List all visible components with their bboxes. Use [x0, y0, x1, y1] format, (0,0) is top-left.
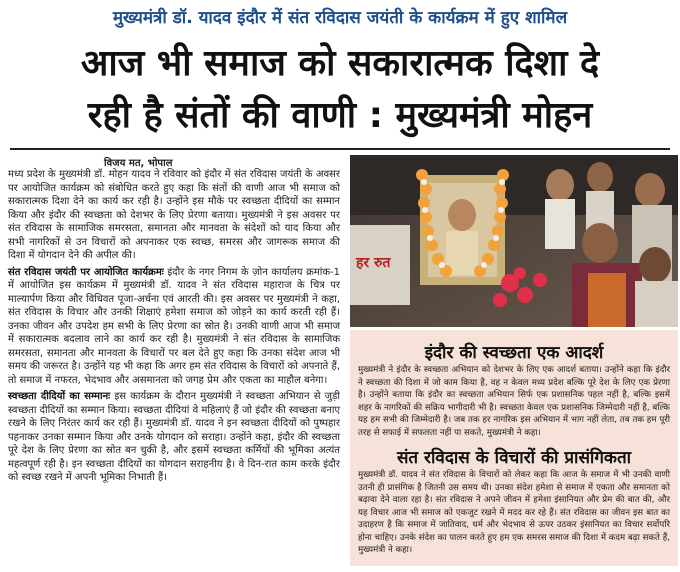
- divider: [10, 148, 670, 150]
- paragraph: [8, 168, 340, 263]
- byline: विजय मत, भोपाल: [104, 158, 173, 169]
- headline-line-1: आज भी समाज को सकारात्मक दिशा दे: [80, 43, 600, 84]
- paragraph-lead: संत रविदास जयंती पर आयोजित कार्यक्रमः: [8, 266, 164, 278]
- main-headline: [0, 38, 680, 146]
- article-body: [8, 168, 340, 568]
- paragraph-text: इंदौर के नगर निगम के ज़ोन कार्यालय क्रमांक-1 में आयोजित इस कार्यक्रम में मुख्यमंत्री डॉ. यादव ने संत रविदास महाराज के चित्र पर माल्यार्पण किया और विधिवत पूजा-अर्चना एवं आरती की। इस अवसर पर मुख्यमंत्री ने कहा, संत रविदास के विचार और उनकी शिक्षाएं हमेशा समाज को जोड़ने का कार्य करती रही हैं। उनका जीवन और उपदेश हम सभी के लिए प्रेरणा का स्रोत है। उनकी वाणी आज भी समाज में सकारात्मक बदलाव लाने का कार्य कर रही है। मुख्यमंत्री ने संत रविदास के सामाजिक समरसता, समानता और मानवता के विचारों पर बल देते हुए कहा कि उनका संदेश आज भी समय की जरूरत है। उन्होंने यह भी कहा कि अगर हम संत रविदास के विचारों को अपनाते हैं, तो समाज में नफरत, भेदभाव और असमानता को जगह प्रेम और एकता का माहौल बनेगा।: [8, 266, 340, 386]
- paragraph: [8, 390, 340, 485]
- headline-line-2: रही है संतों की वाणी : मुख्यमंत्री मोहन: [87, 95, 593, 136]
- photo-illustration: [350, 155, 678, 327]
- sidebar-text-ravidas: मुख्यमंत्री डॉ. यादव ने संत रविदास के विचारों को लेकर कहा कि आज के समाज में भी उनकी वाणी उतनी ही प्रासंगिक है जितनी उस समय थी। उनका संदेश हमेशा से समाज में एकता और समानता को बढ़ावा देने वाला रहा है। संत रविदास ने अपने जीवन में हमेशा इंसानियत और प्रेम की बात की, और यह विचार आज भी समाज को एकजुट रखने में मदद कर रहे हैं। संत रविदास का जीवन इस बात का उदाहरण है कि समाज में जातिवाद, धर्म और भेदभाव से ऊपर उठकर इंसानियत का विचार सर्वोपरि होना चाहिए। उनके संदेश का पालन करते हुए हम एक समरस समाज की दिशा में कदम बढ़ा सकते हैं, मुख्यमंत्री ने कहा।: [358, 470, 670, 555]
- paragraph-text: मध्य प्रदेश के मुख्यमंत्री डॉ. मोहन यादव ने रविवार को इंदौर में संत रविदास जयंती के अवसर पर आयोजित कार्यक्रम को संबोधित करते हुए कहा कि संतों की वाणी आज भी समाज को सकारात्मक दिशा देने का कार्य कर रही है। उन्होंने इस मौके पर स्वच्छता दीदियों का सम्मान किया और इंदौर की स्वच्छता को देशभर के लिए प्रेरणा बताया। मुख्यमंत्री ने इस अवसर पर संत रविदास के सामाजिक समरसता, समानता और मानवता के संदेशों को याद किया और सभी नागरिकों से उन विचारों को अपनाकर एक स्वच्छ, समरस और जागरूक समाज की दिशा में योगदान देने की अपील की।: [8, 169, 340, 261]
- sidebar-text-cleanliness: मुख्यमंत्री ने इंदौर के स्वच्छता अभियान को देशभर के लिए एक आदर्श बताया। उन्होंने कहा कि इंदौर ने स्वच्छता की दिशा में जो काम किया है, वह न केवल मध्य प्रदेश बल्कि पूरे देश के लिए एक प्रेरणा है। उन्होंने बताया कि इंदौर का स्वच्छता अभियान सिर्फ एक प्रशासनिक पहल नहीं है, बल्कि इसमें शहर के नागरिकों की सक्रिय भागीदारी भी है। स्वच्छता केवल एक प्रशासनिक जिम्मेदारी नहीं है, बल्कि यह हम सभी की जिम्मेदारी है। जब तक हर नागरिक इस अभियान में भाग नहीं लेता, तब तक हम पूरी तरह से सफाई में सफलता नहीं पा सकते, मुख्यमंत्री ने कहा।: [358, 365, 670, 438]
- paragraph-text: इस कार्यक्रम के दौरान मुख्यमंत्री ने स्वच्छता अभियान से जुड़ी स्वच्छता दीदियों का सम्मान किया। स्वच्छता दीदियां वे महिलाएं हैं जो इंदौर की स्वच्छता बनाए रखने के लिए निरंतर कार्य कर रही हैं। मुख्यमंत्री डॉ. यादव ने इन स्वच्छता दीदियों को पुष्पहार पहनाकर उनका सम्मान किया और उनके योगदान को सराहा। उन्होंने कहा, इंदौर की स्वच्छता पूरे देश के लिए प्रेरणा का स्रोत बन चुकी है, और इसमें स्वच्छता कर्मियों की भूमिका अत्यंत महत्वपूर्ण रही है। इन स्वच्छता दीदियों का योगदान सराहनीय है। वे दिन-रात काम करके इंदौर को स्वच्छ रखने में अपनी भूमिका निभाती हैं।: [8, 391, 340, 483]
- photo-banner-text: हर रुत: [356, 255, 391, 271]
- kicker-headline: मुख्यमंत्री डॉ. यादव इंदौर में संत रविदास जयंती के कार्यक्रम में हुए शामिल: [112, 8, 568, 28]
- event-photo: [350, 155, 678, 327]
- paragraph: [8, 266, 340, 388]
- sidebar-heading-cleanliness: इंदौर की स्वच्छता एक आदर्श: [424, 343, 604, 363]
- sidebar-box: [350, 330, 678, 566]
- sidebar-heading-ravidas: संत रविदास के विचारों की प्रासंगिकता: [396, 448, 632, 468]
- paragraph-lead: स्वच्छता दीदियों का सम्मानः: [8, 391, 111, 402]
